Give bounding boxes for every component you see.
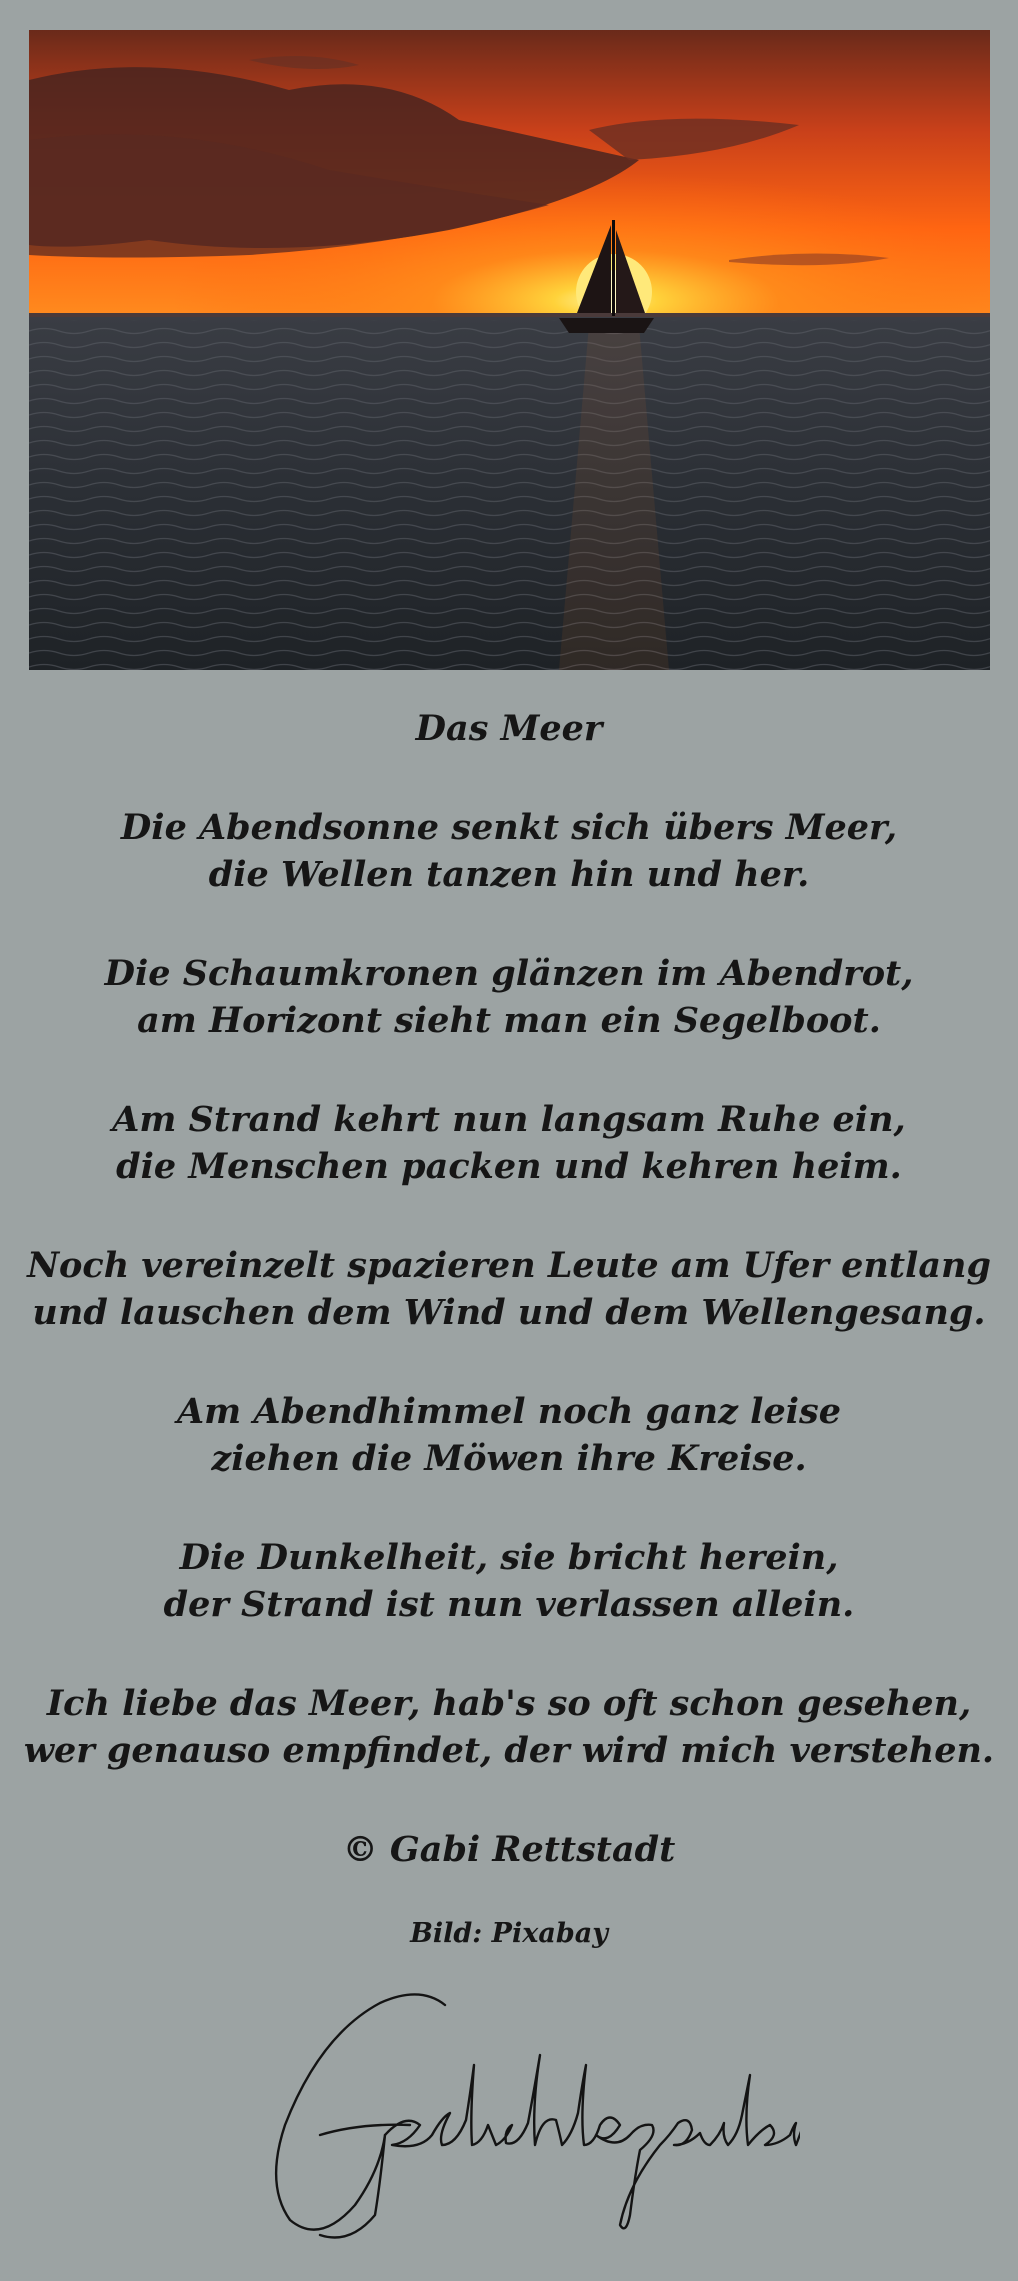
poem-stanza-4	[0, 1242, 1018, 1336]
poem-line: Die Abendsonne senkt sich übers Meer,	[120, 807, 898, 848]
signature-icon	[260, 1985, 800, 2245]
poem-line: wer genauso empfindet, der wird mich verstehen.	[23, 1730, 995, 1771]
poem-line: Die Dunkelheit, sie bricht herein,	[179, 1537, 839, 1578]
poem-stanza-2	[0, 950, 1018, 1044]
poem-title: Das Meer	[415, 708, 603, 749]
copyright-notice: © Gabi Rettstadt	[342, 1829, 676, 1870]
poem	[0, 705, 1018, 1951]
poem-line: Am Abendhimmel noch ganz leise	[177, 1391, 841, 1432]
poem-line: und lauschen dem Wind und dem Wellengesang.	[32, 1292, 986, 1333]
poem-stanza-1	[0, 804, 1018, 898]
sunset-sailboat-photo	[29, 30, 990, 670]
poem-line: Die Schaumkronen glänzen im Abendrot,	[104, 953, 914, 994]
poem-line: Noch vereinzelt spazieren Leute am Ufer entlang	[27, 1245, 991, 1286]
poem-stanza-3	[0, 1096, 1018, 1190]
poem-stanza-7	[0, 1680, 1018, 1774]
poem-stanza-6	[0, 1534, 1018, 1628]
poem-line: Am Strand kehrt nun langsam Ruhe ein,	[112, 1099, 906, 1140]
poem-line: die Menschen packen und kehren heim.	[116, 1146, 902, 1187]
poem-line: ziehen die Möwen ihre Kreise.	[211, 1438, 807, 1479]
handwritten-signature-logo	[260, 1985, 800, 2245]
poem-line: am Horizont sieht man ein Segelboot.	[137, 1000, 881, 1041]
poem-stanza-5	[0, 1388, 1018, 1482]
photo-illustration	[29, 30, 990, 670]
image-credit: Bild: Pixabay	[410, 1918, 608, 1949]
poem-line: der Strand ist nun verlassen allein.	[163, 1584, 855, 1625]
poem-line: Ich liebe das Meer, hab's so oft schon gesehen,	[46, 1683, 972, 1724]
poem-line: die Wellen tanzen hin und her.	[208, 854, 810, 895]
